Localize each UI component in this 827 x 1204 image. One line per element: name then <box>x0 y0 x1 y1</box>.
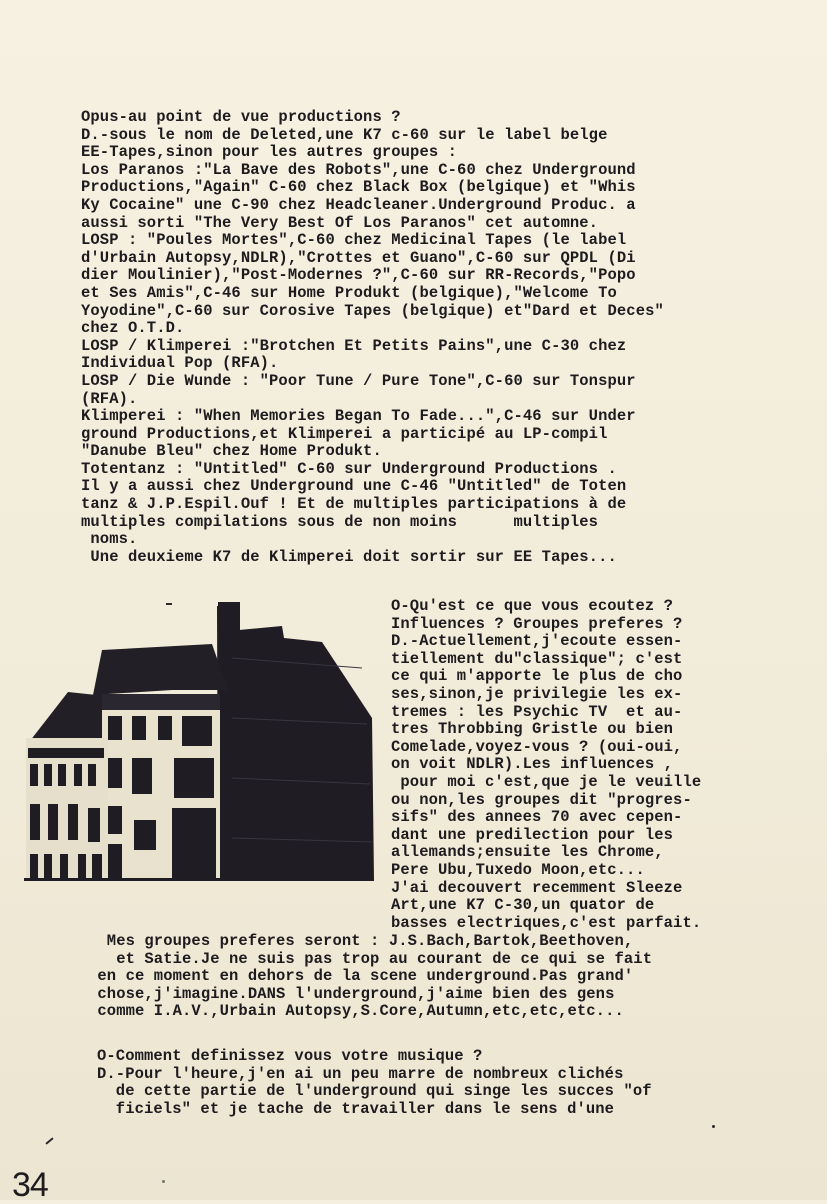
text-line: on voit NDLR).Les influences , <box>391 755 674 774</box>
text-line: ses,sinon,je privilegie les ex- <box>391 684 683 703</box>
text-line: "Danube Bleu" chez Home Produkt. <box>81 442 382 461</box>
favorite-groups-section <box>88 933 652 1021</box>
text-line: basses electriques,c'est parfait. <box>391 913 702 932</box>
text-line: O-Qu'est ce que vous ecoutez ? <box>391 597 674 615</box>
text-line: O-Comment definissez vous votre musique ? <box>97 1047 483 1065</box>
text-line: LOSP / Die Wunde : "Poor Tune / Pure Tone",C-60 sur Tonspur <box>81 371 636 390</box>
text-line: Influences ? Groupes preferes ? <box>391 614 683 633</box>
text-line: Pere Ubu,Tuxedo Moon,etc... <box>391 860 645 879</box>
ink-mark <box>166 603 172 605</box>
text-line: de cette partie de l'underground qui singe les succes "of <box>97 1082 652 1101</box>
text-line: D.-Actuellement,j'ecoute essen- <box>391 632 683 651</box>
text-line: Opus-au point de vue productions ? <box>81 108 401 126</box>
text-line: Il y a aussi chez Underground une C-46 "Untitled" de Toten <box>81 477 627 496</box>
text-line: Une deuxieme K7 de Klimperei doit sortir sur EE Tapes... <box>81 547 617 566</box>
text-line: D.-sous le nom de Deleted,une K7 c-60 sur le label belge <box>81 125 608 144</box>
text-line: multiples compilations sous de non moins multiples <box>81 512 599 531</box>
ink-mark <box>712 1125 715 1128</box>
text-line: Individual Pop (RFA). <box>81 354 279 373</box>
text-line: chez O.T.D. <box>81 319 185 338</box>
music-definition-section <box>97 1048 652 1118</box>
text-line: et Ses Amis",C-46 sur Home Produkt (belgique),"Welcome To <box>81 283 617 302</box>
text-line: Mes groupes preferes seront : J.S.Bach,Bartok,Beethoven, <box>88 932 634 950</box>
text-line: tanz & J.P.Espil.Ouf ! Et de multiples participations à de <box>81 495 627 514</box>
text-line: en ce moment en dehors de la scene underground.Pas grand' <box>88 967 634 986</box>
text-line: Totentanz : "Untitled" C-60 sur Underground Productions . <box>81 459 617 478</box>
text-line: ground Productions,et Klimperei a participé au LP-compil <box>81 424 608 443</box>
text-line: dier Moulinier),"Post-Modernes ?",C-60 sur RR-Records,"Popo <box>81 266 636 285</box>
text-line: chose,j'imagine.DANS l'underground,j'aime bien des gens <box>88 984 615 1003</box>
text-line: noms. <box>81 530 138 549</box>
townhouse-illustration <box>22 598 377 888</box>
text-line: tres Throbbing Gristle ou bien <box>391 720 674 739</box>
text-line: ou non,les groupes dit "progres- <box>391 790 692 809</box>
text-line: Los Paranos :"La Bave des Robots",une C-60 chez Underground <box>81 160 636 179</box>
text-line: LOSP / Klimperei :"Brotchen Et Petits Pains",une C-30 chez <box>81 336 627 355</box>
text-line: comme I.A.V.,Urbain Autopsy,S.Core,Autumn,etc,etc,etc... <box>88 1002 624 1021</box>
text-line: d'Urbain Autopsy,NDLR),"Crottes et Guano",C-60 sur QPDL (Di <box>81 248 636 267</box>
text-line: D.-Pour l'heure,j'en ai un peu marre de nombreux clichés <box>97 1064 624 1083</box>
text-line: tremes : les Psychic TV et au- <box>391 702 683 721</box>
text-line: pour moi c'est,que je le veuille <box>391 772 702 791</box>
page-number: 34 <box>12 1166 48 1204</box>
text-line: Ky Cocaine" une C-90 chez Headcleaner.Underground Produc. a <box>81 195 636 214</box>
text-line: EE-Tapes,sinon pour les autres groupes : <box>81 143 458 162</box>
ink-mark <box>162 1180 165 1183</box>
text-line: et Satie.Je ne suis pas trop au courant de ce qui se fait <box>88 949 653 968</box>
ink-mark <box>45 1137 53 1144</box>
text-line: Klimperei : "When Memories Began To Fade...",C-46 sur Under <box>81 407 636 426</box>
text-line: allemands;ensuite les Chrome, <box>391 843 664 862</box>
text-line: (RFA). <box>81 389 138 408</box>
text-line: Yoyodine",C-60 sur Corosive Tapes (belgique) et"Dard et Deces" <box>81 301 664 320</box>
text-line: aussi sorti "The Very Best Of Los Paranos" cet automne. <box>81 213 599 232</box>
text-line: ficiels" et je tache de travailler dans le sens d'une <box>97 1099 615 1118</box>
productions-section <box>81 109 664 566</box>
influences-section <box>391 598 701 932</box>
text-line: tiellement du"classique"; c'est <box>391 649 683 668</box>
text-line: ce qui m'apporte le plus de cho <box>391 667 683 686</box>
text-line: Productions,"Again" C-60 chez Black Box (belgique) et "Whis <box>81 178 636 197</box>
text-line: Art,une K7 C-30,un quator de <box>391 896 655 915</box>
text-line: sifs" des annees 70 avec cepen- <box>391 808 683 827</box>
text-line: LOSP : "Poules Mortes",C-60 chez Medicinal Tapes (le label <box>81 231 627 250</box>
text-line: J'ai decouvert recemment Sleeze <box>391 878 683 897</box>
text-line: dant une predilection pour les <box>391 825 674 844</box>
text-line: Comelade,voyez-vous ? (oui-oui, <box>391 737 683 756</box>
